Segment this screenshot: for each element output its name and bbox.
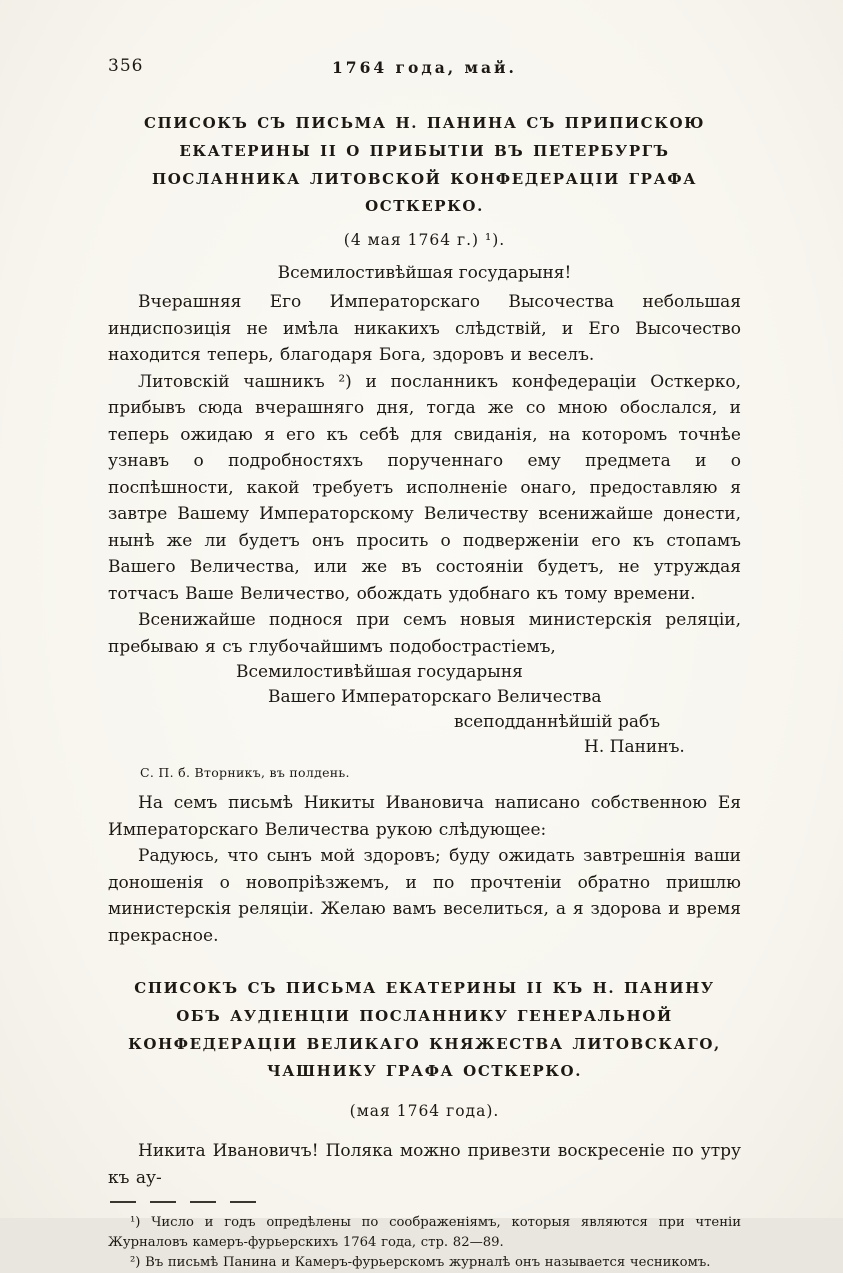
footnote: ²) Въ письмѣ Панина и Камеръ-фурьерскомъ журналѣ онъ называется чесникомъ. (130, 1255, 711, 1270)
closing-line: Вашего Императорскаго Величества (268, 687, 602, 707)
postscript-section (108, 790, 741, 949)
letter1-paragraph: Вчерашняя Его Императорскаго Высочества небольшая индиспозиція не имѣла никакихъ слѣдствій, и Его Высочество находится теперь, благодаря Бога, здоровъ и веселъ. (108, 292, 741, 365)
closing-line: Всемилостивѣйшая государыня (236, 662, 523, 682)
closing-line: всеподданнѣйшій рабъ (454, 712, 661, 732)
letter1-date-line: (4 мая 1764 г.) ¹). (343, 231, 506, 249)
running-title: 1764 года, май. (332, 58, 517, 77)
place-date-note: С. П. б. Вторникъ, въ полдень. (140, 765, 350, 780)
page-header (108, 56, 741, 80)
letter2-paragraph: Никита Ивановичъ! Поляка можно привезти воскресеніе по утру къ ау- (108, 1141, 741, 1188)
letter1-paragraph: Литовскій чашникъ ²) и посланникъ конфедераціи Осткерко, прибывъ сюда вчерашняго дня, тогда же со мною обослался, и теперь ожидаю я его къ себѣ для свиданія, на которомъ точнѣе узнавъ о подробностяхъ порученнаго ему предмета и о поспѣшности, какой требуетъ исполненіе онаго, предоставляю я завтре Вашему Императорскому Величеству всенижайше донести, нынѣ же ли будетъ онъ просить о подверженіи его къ стопамъ Вашего Величества, или же въ состояніи будетъ, не утруждая тотчасъ Ваше Величество, обождать удобнаго къ тому времени. (108, 371, 741, 604)
letter1-section (108, 110, 741, 780)
letter1-salutation: Всемилостивѣйшая государыня! (277, 263, 572, 283)
letter2-section (108, 975, 741, 1191)
signature: Н. Панинъ. (584, 737, 685, 757)
footnotes-section (108, 1201, 741, 1273)
postscript-paragraph: На семъ письмѣ Никиты Ивановича написано собственною Ея Императорскаго Величества рукою слѣдующее: (108, 793, 741, 840)
footnote: ¹) Число и годъ опредѣлены по соображеніямъ, которыя являются при чтеніи Журналовъ камеръ-фурьерскихъ 1764 года, стр. 82—89. (108, 1215, 741, 1250)
letter2-title: СПИСОКЪ СЪ ПИСЬМА ЕКАТЕРИНЫ II КЪ Н. ПАНИНУ ОБЪ АУДІЕНЦІИ ПОСЛАННИКУ ГЕНЕРАЛЬНОЙ КОНФЕДЕРАЦІИ ВЕЛИКАГО КНЯЖЕСТВА ЛИТОВСКАГО, ЧАШНИКУ ГРАФА ОСТКЕРКО. (128, 979, 721, 1081)
letter1-title: СПИСОКЪ СЪ ПИСЬМА Н. ПАНИНА СЪ ПРИПИСКОЮ ЕКАТЕРИНЫ II О ПРИБЫТІИ ВЪ ПЕТЕРБУРГЪ ПОСЛАННИКА ЛИТОВСКОЙ КОНФЕДЕРАЦІИ ГРАФА ОСТКЕРКО. (143, 114, 706, 216)
page-number: 356 (108, 56, 144, 76)
postscript-paragraph: Радуюсь, что сынъ мой здоровъ; буду ожидать завтрешнія ваши доношенія о новопріѣзжемъ, и по прочтеніи обратно пришлю министерскія реляціи. Желаю вамъ веселиться, а я здорова и время прекрасное. (108, 846, 741, 946)
letter1-paragraph: Всенижайше поднося при семъ новыя министерскія реляціи, пребываю я съ глубочайшимъ подобострастіемъ, (108, 610, 741, 657)
footnote-divider (110, 1201, 268, 1203)
letter2-date-line: (мая 1764 года). (349, 1102, 500, 1120)
